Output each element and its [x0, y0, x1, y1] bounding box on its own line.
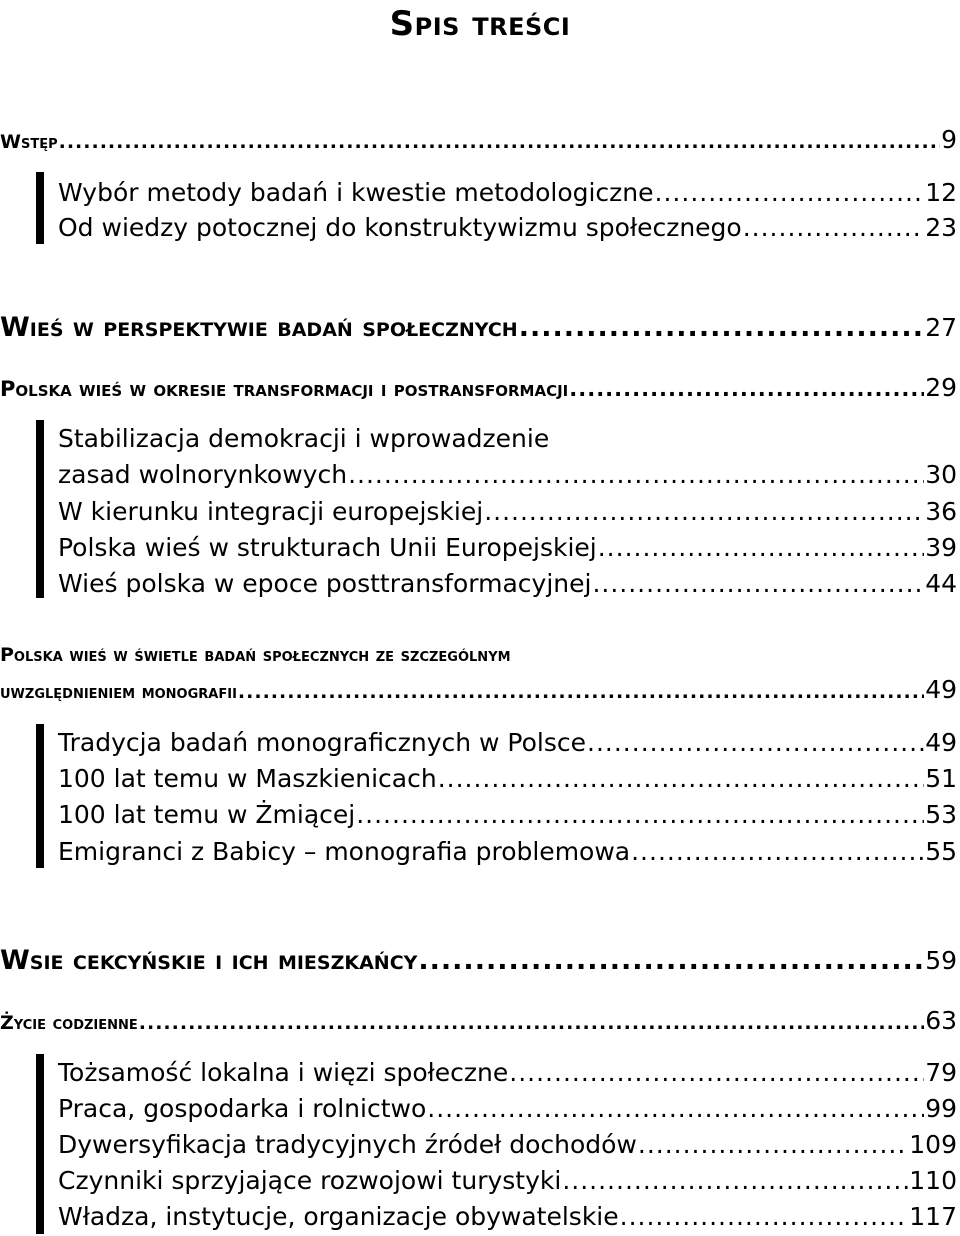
toc-entry	[58, 530, 957, 566]
toc-entry-label: 100 lat temu w Żmiącej	[58, 800, 356, 829]
toc-entry	[58, 457, 957, 493]
toc-section-label: Życie codzienne	[0, 1012, 138, 1034]
dot-leader	[509, 1055, 924, 1091]
toc-entry-label: Emigranci z Babicy – monografia problemowa	[58, 837, 631, 866]
group-marker-bar	[36, 172, 44, 244]
toc-entry	[58, 725, 957, 761]
toc-page-number: 109	[909, 1130, 957, 1159]
toc-entry	[58, 834, 957, 870]
dot-leader	[356, 797, 924, 833]
toc-section-label: Polska wieś w okresie transformacji i postransformacji	[0, 377, 569, 401]
toc-entry-label: Tożsamość lokalna i więzi społeczne	[58, 1058, 509, 1087]
toc-page-number: 30	[925, 460, 957, 489]
toc-page-number: 51	[925, 764, 957, 793]
toc-entry	[58, 1163, 957, 1199]
toc-page-number: 117	[909, 1202, 957, 1231]
toc-page-number: 79	[925, 1058, 957, 1087]
toc-entry-label: Tradycja badań monograficznych w Polsce	[58, 728, 587, 757]
toc-entry-label: 100 lat temu w Maszkienicach	[58, 764, 437, 793]
toc-section	[0, 310, 957, 346]
dot-leader	[59, 129, 940, 156]
toc-page-number: 9	[941, 125, 957, 154]
dot-leader	[519, 310, 924, 346]
toc-page-number: 36	[925, 497, 957, 526]
toc-page-number: 49	[925, 675, 957, 704]
toc-entry	[58, 1199, 957, 1235]
dot-leader	[484, 494, 924, 530]
toc-page-number: 55	[925, 837, 957, 866]
dot-leader	[598, 530, 924, 566]
toc-page-number: 99	[925, 1094, 957, 1123]
group-marker-bar	[36, 724, 44, 868]
toc-section	[0, 1007, 957, 1037]
toc-entry	[58, 494, 957, 530]
toc-page-number: 27	[925, 313, 957, 342]
toc-section-label: Wstęp	[0, 131, 58, 153]
dot-leader	[569, 374, 924, 404]
toc-page-number: 59	[925, 946, 957, 975]
toc-entry-label: Stabilizacja demokracji i wprowadzenie	[58, 424, 550, 453]
toc-entry-label: Dywersyfikacja tradycyjnych źródeł dochodów	[58, 1130, 637, 1159]
toc-section	[0, 943, 957, 979]
toc-page-number: 63	[925, 1006, 957, 1035]
dot-leader	[587, 725, 924, 761]
toc-entry	[58, 1127, 957, 1163]
toc-entry-label: zasad wolnorynkowych	[58, 460, 348, 489]
dot-leader	[562, 1163, 908, 1199]
toc-section-label: Wieś w perspektywie badań społecznych	[0, 312, 518, 343]
toc-entry	[58, 797, 957, 833]
toc-entry-label: Wybór metody badań i kwestie metodologiczne	[58, 178, 654, 207]
toc-page-number: 44	[925, 569, 957, 598]
toc-entry-label: Od wiedzy potocznej do konstruktywizmu społecznego	[58, 213, 742, 242]
dot-leader	[438, 761, 925, 797]
dot-leader	[348, 457, 924, 493]
toc-page-number: 49	[925, 728, 957, 757]
toc-page-number: 39	[925, 533, 957, 562]
toc-entry-label: Wieś polska w epoce posttransformacyjnej	[58, 569, 592, 598]
dot-leader	[238, 679, 924, 706]
toc-entry-label: Polska wieś w strukturach Unii Europejskiej	[58, 533, 597, 562]
dot-leader	[743, 210, 924, 246]
toc-entry-label: Czynniki sprzyjające rozwojowi turystyki	[58, 1166, 562, 1195]
toc-page-number: 110	[909, 1166, 957, 1195]
toc-entry	[58, 210, 957, 246]
toc-section-label: uwzględnieniem monografii	[0, 681, 237, 703]
toc-entry	[58, 175, 957, 211]
dot-leader	[139, 1010, 924, 1037]
group-marker-bar	[36, 420, 44, 598]
toc-entry-label: Władza, instytucje, organizacje obywatelskie	[58, 1202, 619, 1231]
dot-leader	[427, 1091, 924, 1127]
toc-entry-label: Praca, gospodarka i rolnictwo	[58, 1094, 427, 1123]
toc-entry-label: W kierunku integracji europejskiej	[58, 497, 484, 526]
toc-section	[0, 373, 957, 404]
toc-section	[0, 676, 957, 706]
toc-entry	[58, 761, 957, 797]
dot-leader	[620, 1199, 909, 1235]
toc-entry-line1	[58, 421, 957, 457]
toc-page-number: 53	[925, 800, 957, 829]
toc-section-wstep	[0, 126, 957, 156]
dot-leader	[638, 1127, 908, 1163]
toc-page-number: 23	[925, 213, 957, 242]
toc-entry	[58, 1055, 957, 1091]
toc-page-number: 12	[925, 178, 957, 207]
toc-entry	[58, 566, 957, 602]
dot-leader	[631, 834, 924, 870]
toc-section-label: Polska wieś w świetle badań społecznych ze szczególnym	[0, 644, 511, 666]
dot-leader	[592, 566, 924, 602]
toc-section-line1	[0, 642, 957, 669]
dot-leader	[418, 943, 924, 979]
toc-section-label: Wsie cekcyńskie i ich mieszkańcy	[0, 945, 418, 976]
dot-leader	[655, 175, 925, 211]
toc-entry	[58, 1091, 957, 1127]
group-marker-bar	[36, 1054, 44, 1234]
toc-page-number: 29	[925, 373, 957, 402]
page-title: Spis treści	[389, 4, 571, 44]
